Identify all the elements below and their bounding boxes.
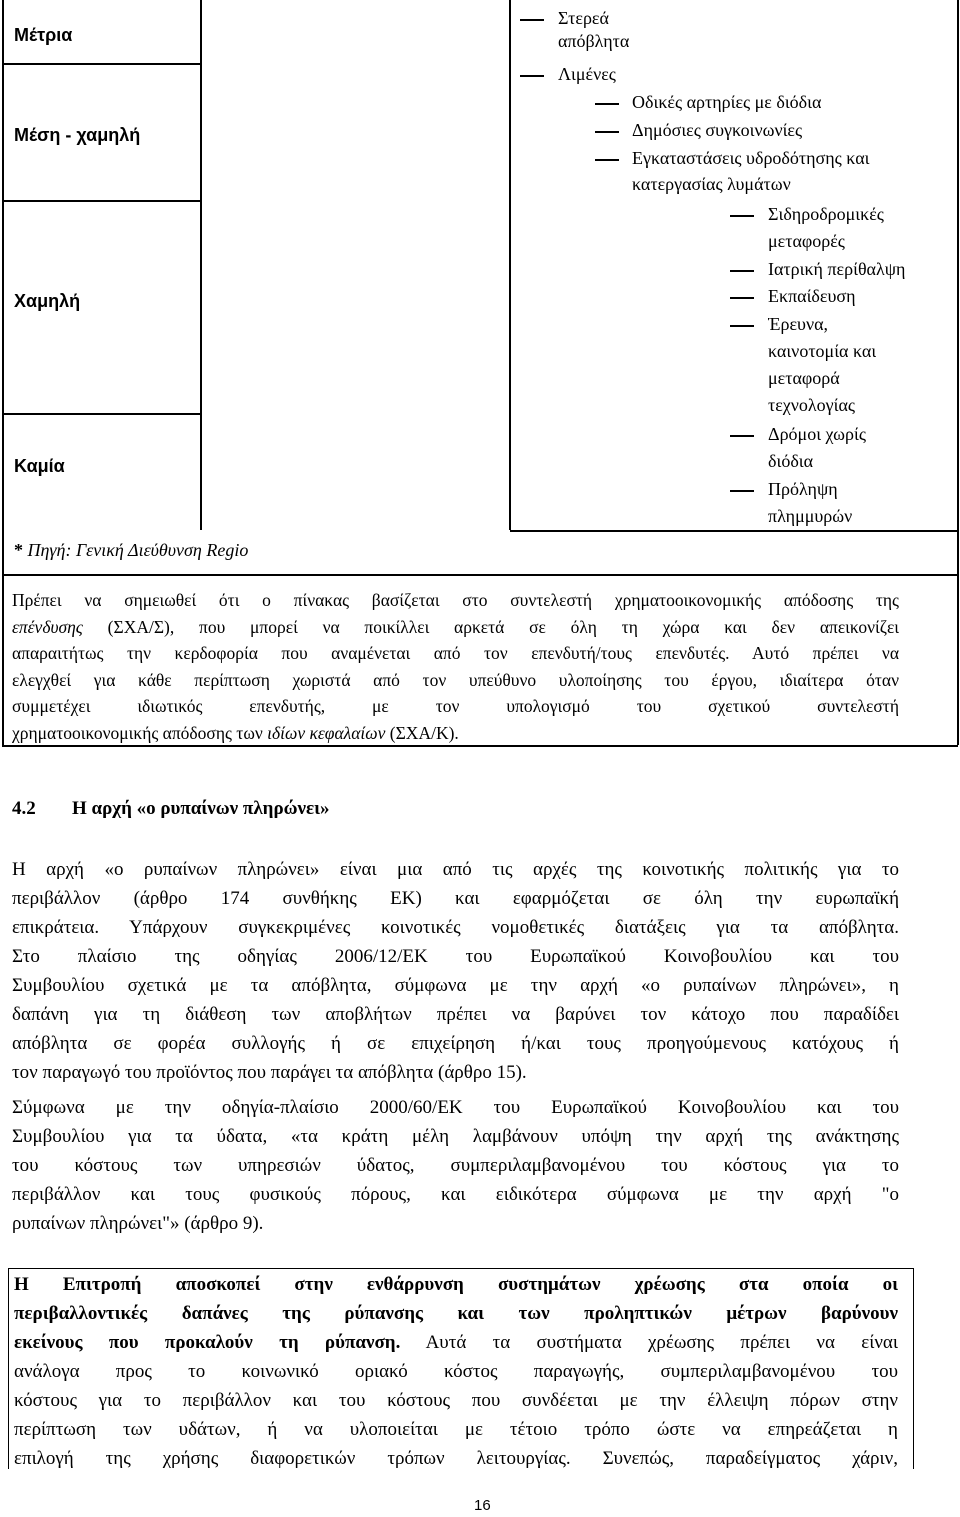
table-row-divider <box>2 413 201 415</box>
table-col-divider <box>200 0 202 530</box>
box-line: Η Επιτροπή αποσκοπεί στην ενθάρρυνση συστημάτων χρέωσης στα οποία οι <box>14 1274 898 1295</box>
list-item <box>632 145 870 198</box>
note-line: ελεγχθεί για κάθε περίπτωση χωριστά από τον υπεύθυνο υλοποίησης του έργου, ιδιαίτερα όταν <box>12 669 899 690</box>
note-line: απαραιτήτως την κερδοφορία που αναμένεται από τον επενδυτή/τους επενδυτές. Αυτό πρέπει να <box>12 643 899 663</box>
box-text: Αυτά τα συστήματα χρέωσης πρέπει να είναι <box>400 1332 898 1353</box>
list-item-line: καινοτομία και <box>768 341 877 361</box>
list-item <box>558 5 629 55</box>
box-line: περιβαλλοντικές δαπάνες της ρύπανσης και των προληπτικών μέτρων βαρύνουν <box>14 1303 898 1324</box>
list-item: Εκπαίδευση <box>768 286 856 306</box>
note-line <box>12 614 899 641</box>
row-label-medium: Μέτρια <box>14 25 73 45</box>
paragraph <box>12 855 899 1087</box>
list-item <box>768 421 866 475</box>
dash-icon <box>595 103 619 105</box>
table-source <box>14 539 248 561</box>
note-text: (ΣΧΑ/Κ). <box>385 722 459 743</box>
section-title: Η αρχή «ο ρυπαίνων πληρώνει» <box>72 798 330 819</box>
paragraph-line: Σύμφωνα με την οδηγία-πλαίσιο 2000/60/ΕΚ του Ευρωπαϊκού Κοινοβουλίου και του <box>12 1097 899 1118</box>
note-line: Πρέπει να σημειωθεί ότι ο πίνακας βασίζεται στο συντελεστή χρηματοοικονομικής απόδοσης της <box>12 590 899 610</box>
highlight-box-text <box>14 1270 898 1473</box>
dash-icon <box>730 215 754 217</box>
list-item-line: μεταφορά <box>768 368 840 388</box>
source-asterisk: * <box>14 540 28 560</box>
dash-icon <box>595 159 619 161</box>
paragraph-line: επικράτεια. Υπάρχουν συγκεκριμένες κοινοτικές νομοθετικές διατάξεις για τα απόβλητα. <box>12 917 899 938</box>
note-text: (ΣΧΑ/Σ), που μπορεί να ποικίλλει αρκετά σε όλη τη χώρα και δεν απεικονίζει <box>82 616 899 637</box>
dash-icon <box>595 131 619 133</box>
paragraph-line: απόβλητα σε φορέα συλλογής ή σε επιχείρηση ή/και τους προηγούμενους κατόχους ή <box>12 1033 899 1054</box>
note-line: συμμετέχει ιδιωτικός επενδυτής, με τον υπολογισμό του σχετικού συντελεστή <box>12 696 899 716</box>
table-row-divider <box>2 574 958 576</box>
table-border-left <box>2 0 4 745</box>
note-text: χρηματοοικονομικής απόδοσης των <box>12 722 268 743</box>
row-label-medium-low: Μέση - χαμηλή <box>14 125 141 145</box>
dash-icon <box>520 75 544 77</box>
paragraph-line: Συμβουλίου σχετικά με τα απόβλητα, σύμφωνα με την αρχή «ο ρυπαίνων πληρώνει», η <box>12 975 899 996</box>
list-item-line: Εγκαταστάσεις υδροδότησης και <box>632 148 870 168</box>
list-item: Δημόσιες συγκοινωνίες <box>632 120 803 140</box>
list-item: Οδικές αρτηρίες με διόδια <box>632 92 822 112</box>
list-item-line: Δρόμοι χωρίς <box>768 424 866 444</box>
dash-icon <box>730 435 754 437</box>
dash-icon <box>730 297 754 299</box>
list-item: Λιμένες <box>558 64 616 84</box>
table-row-divider <box>2 63 201 65</box>
paragraph-line: περιβάλλον και τους φυσικούς πόρους, και ειδικότερα σύμφωνα με την αρχή "ο <box>12 1184 899 1205</box>
note-italic: επένδυσης <box>12 616 83 637</box>
dash-icon <box>730 325 754 327</box>
list-item-line: πλημμυρών <box>768 506 853 526</box>
paragraph-line: δαπάνη για τη διάθεση των αποβλήτων πρέπει να βαρύνει τον κάτοχο που παραδίδει <box>12 1004 899 1025</box>
list-item <box>768 311 876 419</box>
list-item <box>768 201 884 255</box>
table-border-right <box>957 0 959 745</box>
note-line <box>12 720 899 747</box>
paragraph-line: περιβάλλον (άρθρο 174 συνθήκης ΕΚ) και εφαρμόζεται σε όλη την ευρωπαϊκή <box>12 888 899 909</box>
list-item-line: Στερεά <box>558 8 609 28</box>
section-number: 4.2 <box>12 798 36 819</box>
paragraph-line: τον παραγωγό του προϊόντος που παράγει τα απόβλητα (άρθρο 15). <box>12 1062 527 1083</box>
box-line: περίπτωση των υδάτων, ή να υλοποιείται με τέτοιο τρόπο ώστε να επηρεάζεται η <box>14 1419 898 1440</box>
paragraph <box>12 1093 899 1238</box>
box-line <box>14 1328 898 1357</box>
source-text: Πηγή: Γενική Διεύθυνση Regio <box>27 540 249 560</box>
list-item-line: τεχνολογίας <box>768 395 856 415</box>
paragraph-line: Η αρχή «ο ρυπαίνων πληρώνει» είναι μια από τις αρχές της κοινοτικής πολιτικής για το <box>12 859 899 880</box>
table-note <box>12 587 899 746</box>
dash-icon <box>520 19 544 21</box>
paragraph-line: ρυπαίνων πληρώνει"» (άρθρο 9). <box>12 1213 264 1234</box>
list-item <box>768 476 852 530</box>
list-item-line: Σιδηροδρομικές <box>768 204 884 224</box>
note-italic: ιδίων κεφαλαίων <box>267 722 386 743</box>
list-item-line: Έρευνα, <box>768 314 829 334</box>
table-row-divider <box>2 200 201 202</box>
list-item-line: απόβλητα <box>558 31 630 51</box>
box-line: ανάλογα προς το κοινωνικό οριακό κόστος παραγωγής, συμπεριλαμβανομένου του <box>14 1361 898 1382</box>
row-label-none: Καμία <box>14 456 65 476</box>
paragraph-line: του κόστους των υπηρεσιών ύδατος, συμπεριλαμβανομένου του κόστους για το <box>12 1155 899 1176</box>
table-row-divider <box>510 530 958 532</box>
list-item-line: μεταφορές <box>768 231 845 251</box>
paragraph-line: Στο πλαίσιο της οδηγίας 2006/12/ΕΚ του Ευρωπαϊκού Κοινοβουλίου και του <box>12 946 899 967</box>
box-bold: εκείνους που προκαλούν τη ρύπανση. <box>14 1332 401 1353</box>
list-item: Ιατρική περίθαλψη <box>768 259 906 279</box>
box-line: κόστους για το περιβάλλον και του κόστους που συνδέεται με την έλλειψη πόρων στην <box>14 1390 898 1411</box>
box-line: επιλογή της χρήσης διαφορετικών τρόπων λειτουργίας. Συνεπώς, παραδείγματος χάριν, <box>14 1448 898 1469</box>
paragraph-line: Συμβουλίου για τα ύδατα, «τα κράτη μέλη λαμβάνουν υπόψη την αρχή της ανάκτησης <box>12 1126 899 1147</box>
dash-icon <box>730 490 754 492</box>
table-col-divider <box>509 0 511 530</box>
list-item-line: Πρόληψη <box>768 479 838 499</box>
list-item-line: κατεργασίας λυμάτων <box>632 174 791 194</box>
list-item-line: διόδια <box>768 451 814 471</box>
row-label-low: Χαμηλή <box>14 291 81 311</box>
dash-icon <box>730 270 754 272</box>
section-heading <box>12 798 330 820</box>
page-number: 16 <box>474 1497 491 1514</box>
